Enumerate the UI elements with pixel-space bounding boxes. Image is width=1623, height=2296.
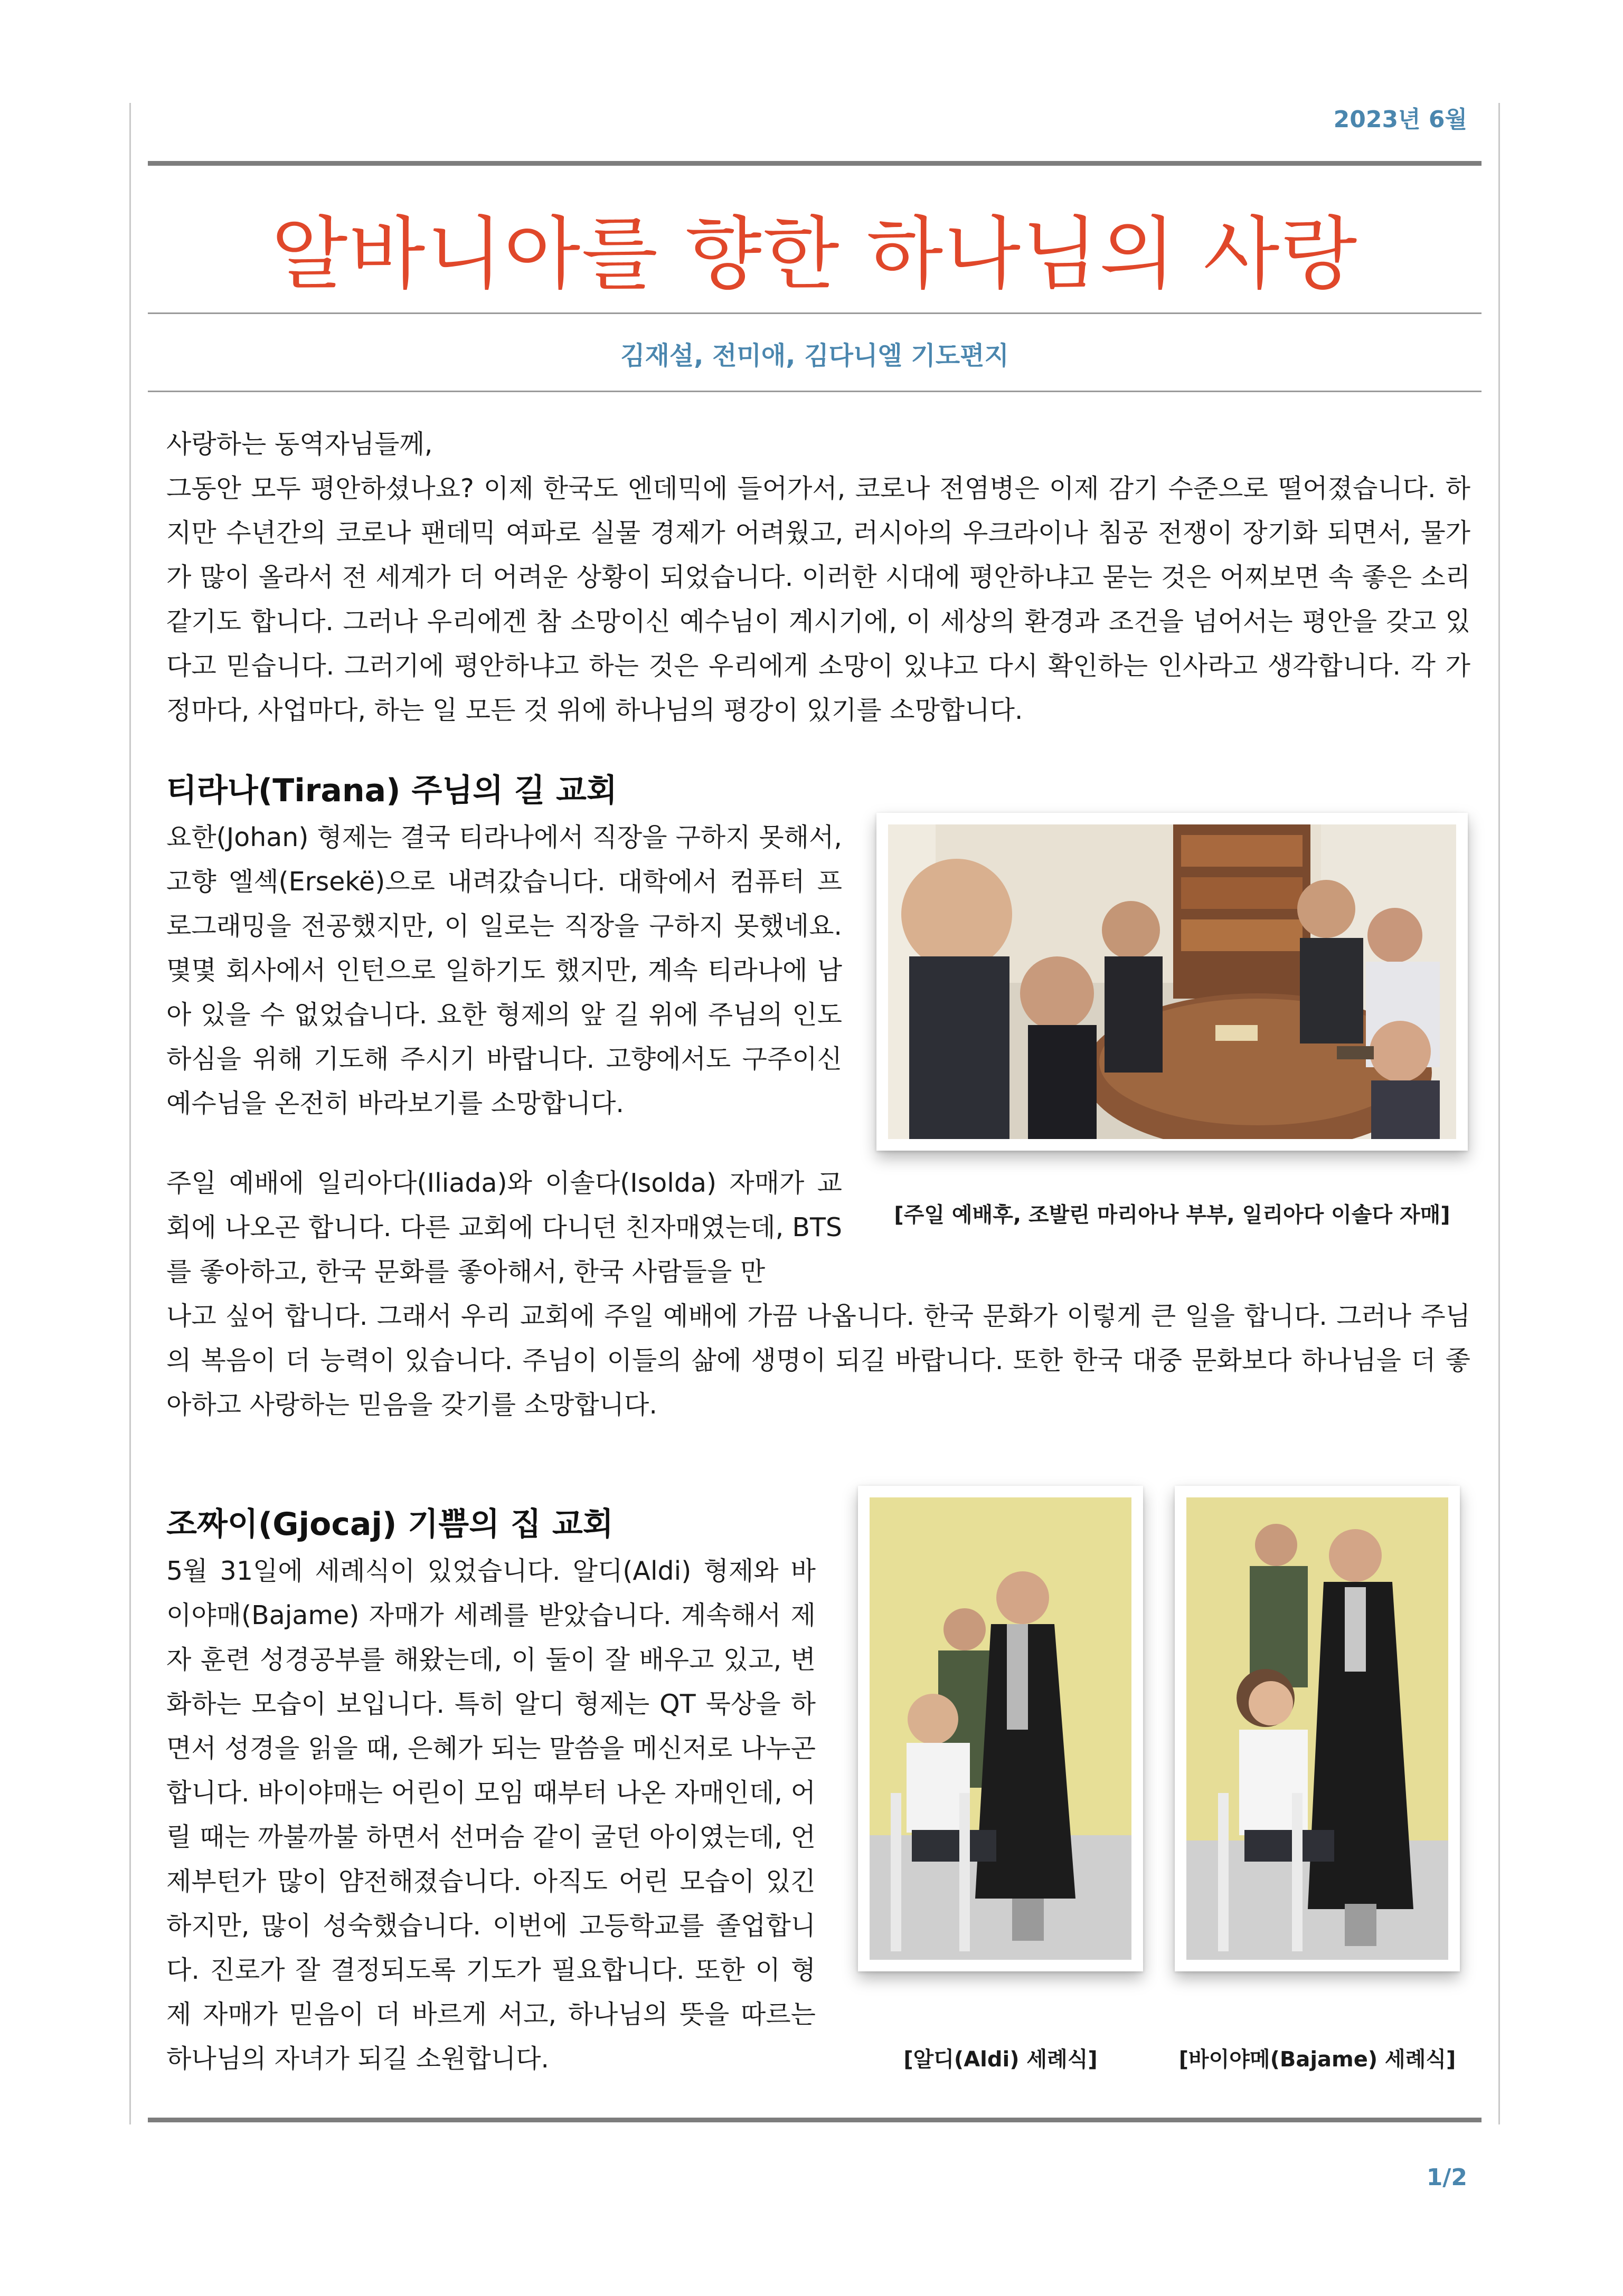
page-number: 1/2	[1426, 2164, 1467, 2191]
title-divider	[148, 312, 1482, 314]
top-divider	[148, 161, 1482, 166]
gjocaj-paragraph: 5월 31일에 세례식이 있었습니다. 알디(Aldi) 형제와 바이야매(Bajame) 자매가 세례를 받았습니다. 계속해서 제자 훈련 성경공부를 해왔는데, 이 둘이 잘 배우고 있고, 변화하는 모습이 보입니다. 특히 알디 형제는 QT 묵상을 하면서 성경을 읽을 때, 은혜가 되는 말씀을 메신저로 나누곤 합니다. 바이야매는 어린이 모임 때부터 나온 자매인데, 어릴 때는 까불까불 하면서 선머슴 같이 굴던 아이였는데, 언제부턴가 많이 얌전해졌습니다. 아직도 어린 모습이 있긴 하지만, 많이 성숙했습니다. 이번에 고등학교를 졸업합니다. 진로가 잘 결정되도록 기도가 필요합니다. 또한 이 형제 자매가 믿음이 더 바르게 서고, 하나님의 뜻을 따르는 하나님의 자녀가 되길 소원합니다.	[166, 1556, 816, 2074]
section-heading-gjocaj: 조짜이(Gjocaj) 기쁨의 집 교회	[166, 1506, 614, 1543]
section-heading-tirana: 티라나(Tirana) 주님의 길 교회	[166, 772, 617, 809]
greeting: 사랑하는 동역자님들께,	[166, 429, 433, 459]
tirana-paragraph-1: 요한(Johan) 형제는 결국 티라나에서 직장을 구하지 못해서, 고향 엘섹(Ersekë)으로 내려갔습니다. 대학에서 컴퓨터 프로그래밍을 전공했지만, 이 일로는 직장을 구하지 못했네요. 몇몇 회사에서 인턴으로 일하기도 했지만, 계속 티라나에 남아 있을 수 없었습니다. 요한 형제의 앞 길 위에 주님의 인도하심을 위해 기도해 주시기 바랍니다. 고향에서도 구주이신 예수님을 온전히 바라보기를 소망합니다.	[166, 822, 842, 1118]
intro-section	[166, 422, 1470, 733]
church-group-caption: [주일 예배후, 조발린 마리아나 부부, 일리아다 이솔다 자매]	[894, 1203, 1450, 1227]
bajame-baptism-image	[1186, 1497, 1448, 1960]
page-subtitle: 김재설, 전미애, 김다니엘 기도편지	[620, 341, 1009, 371]
aldi-baptism-photo	[858, 1486, 1143, 1971]
right-margin-line	[1498, 103, 1500, 2124]
bajame-baptism-photo	[1175, 1486, 1460, 1971]
bajame-baptism-caption: [바이야메(Bajame) 세례식]	[1178, 2047, 1456, 2072]
church-group-image	[888, 824, 1456, 1139]
aldi-baptism-image	[870, 1497, 1131, 1960]
page-title: 알바니아를 향한 하나님의 사랑	[271, 208, 1358, 300]
tirana-paragraph-2-bottom: 나고 싶어 합니다. 그래서 우리 교회에 주일 예배에 가끔 나옵니다. 한국 문화가 이렇게 큰 일을 합니다. 그러나 주님의 복음이 더 능력이 있습니다. 주님이 이들의 삶에 생명이 되길 바랍니다. 또한 한국 대중 문화보다 하나님을 더 좋아하고 사랑하는 믿음을 갖기를 소망합니다.	[166, 1301, 1470, 1420]
intro-paragraph: 그동안 모두 평안하셨나요? 이제 한국도 엔데믹에 들어가서, 코로나 전염병은 이제 감기 수준으로 떨어졌습니다. 하지만 수년간의 코로나 팬데믹 여파로 실물 경제가 어려웠고, 러시아의 우크라이나 침공 전쟁이 장기화 되면서, 물가가 많이 올라서 전 세계가 더 어려운 상황이 되었습니다. 이러한 시대에 평안하냐고 묻는 것은 어찌보면 속 좋은 소리 같기도 합니다. 그러나 우리에겐 참 소망이신 예수님이 계시기에, 이 세상의 환경과 조건을 넘어서는 평안을 갖고 있다고 믿습니다. 그러기에 평안하냐고 하는 것은 우리에게 소망이 있냐고 다시 확인하는 인사라고 생각합니다. 각 가정마다, 사업마다, 하는 일 모든 것 위에 하나님의 평강이 있기를 소망합니다.	[166, 473, 1470, 725]
bottom-divider	[148, 2118, 1482, 2122]
tirana-paragraph-2-top: 주일 예배에 일리아다(Iliada)와 이솔다(Isolda) 자매가 교회에 나오곤 합니다. 다른 교회에 다니던 친자매였는데, BTS를 좋아하고, 한국 문화를 좋아해서, 한국 사람들을 만	[166, 1168, 842, 1287]
letter-date: 2023년 6월	[1333, 106, 1467, 133]
church-group-photo	[876, 813, 1468, 1151]
left-margin-line	[129, 103, 131, 2124]
subtitle-divider	[148, 391, 1482, 392]
aldi-baptism-caption: [알디(Aldi) 세례식]	[903, 2047, 1098, 2072]
